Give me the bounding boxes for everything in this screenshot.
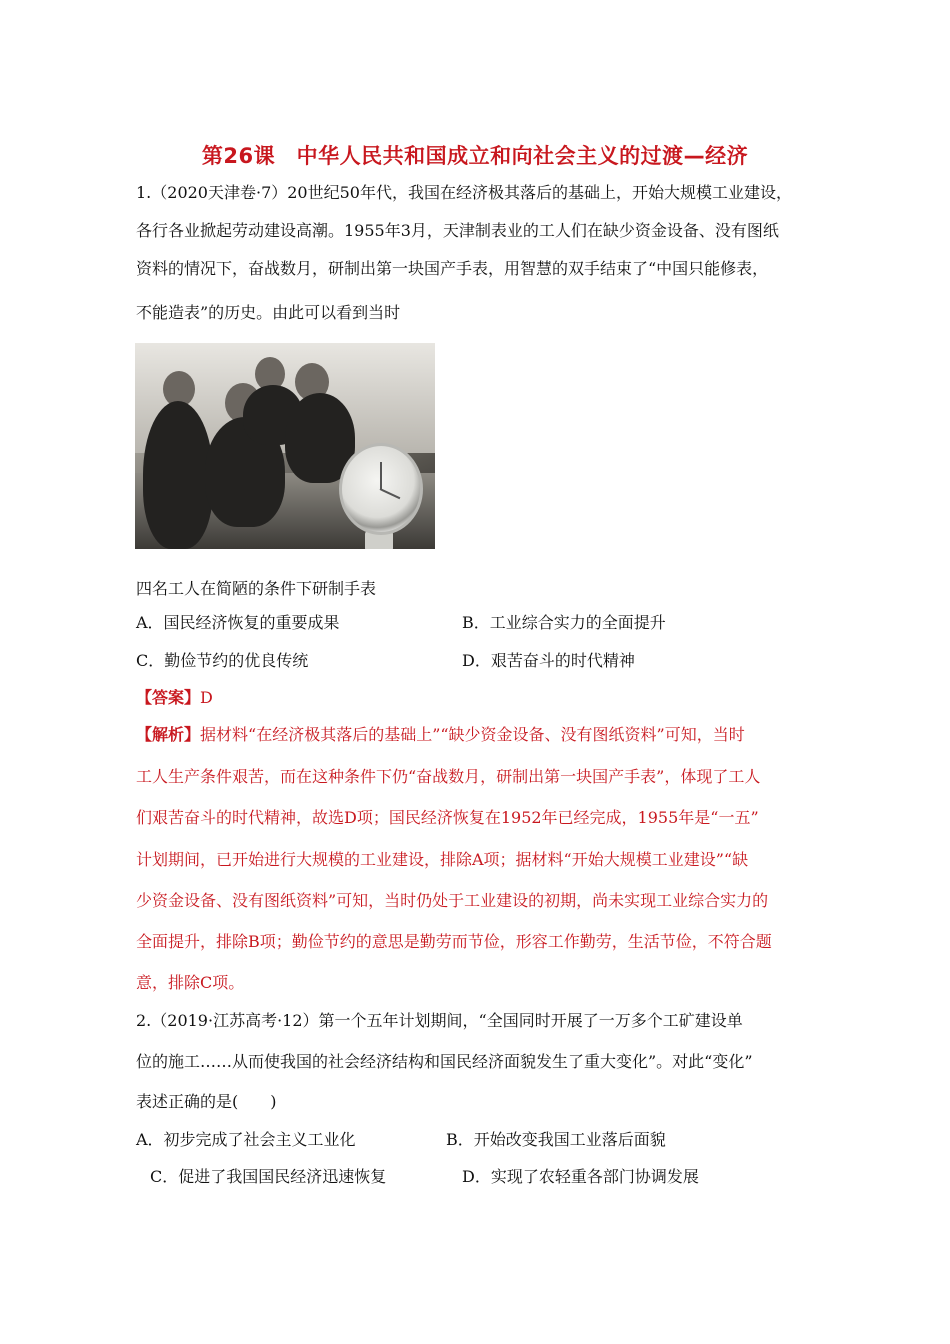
analysis-line-2: 工人生产条件艰苦，而在这种条件下仍“奋战数月，研制出第一块国产手表”，体现了工人 <box>136 767 761 786</box>
question-2-option-b: B．开始改变我国工业落后面貌 <box>446 1130 666 1149</box>
question-2-line-2: 位的施工……从而使我国的社会经济结构和国民经济面貌发生了重大变化”。对此“变化” <box>136 1052 753 1071</box>
workers-watch-photo <box>135 343 435 549</box>
answer-line <box>136 685 213 708</box>
analysis-line-5: 少资金设备、没有图纸资料”可知，当时仍处于工业建设的初期，尚未实现工业综合实力的 <box>136 891 769 910</box>
question-1-line-1: 1.（2020天津卷·7）20世纪50年代，我国在经济极其落后的基础上，开始大规模工业建设， <box>136 183 792 202</box>
question-1-option-c: C．勤俭节约的优良传统 <box>136 651 309 670</box>
question-1-option-a: A．国民经济恢复的重要成果 <box>136 613 340 632</box>
question-1-option-b: B．工业综合实力的全面提升 <box>462 613 666 632</box>
analysis-text-1: 据材料“在经济极其落后的基础上”“缺少资金设备、没有图纸资料”可知，当时 <box>200 725 745 744</box>
question-1-line-3: 资料的情况下，奋战数月，研制出第一块国产手表，用智慧的双手结束了“中国只能修表， <box>136 259 769 278</box>
page-title: 第26课 中华人民共和国成立和向社会主义的过渡—经济 <box>201 144 749 168</box>
answer-value: D <box>200 688 213 707</box>
question-2-option-a: A．初步完成了社会主义工业化 <box>136 1130 356 1149</box>
question-1-option-d: D．艰苦奋斗的时代精神 <box>462 651 635 670</box>
analysis-line-4: 计划期间，已开始进行大规模的工业建设，排除A项；据材料“开始大规模工业建设”“缺 <box>136 850 749 869</box>
question-2-option-d: D．实现了农轻重各部门协调发展 <box>462 1167 699 1186</box>
photo-caption: 四名工人在简陋的条件下研制手表 <box>136 579 377 598</box>
analysis-line-3: 们艰苦奋斗的时代精神，故选D项；国民经济恢复在1952年已经完成，1955年是“一五” <box>136 808 759 827</box>
analysis-line-1 <box>136 722 745 745</box>
analysis-tag: 【解析】 <box>136 725 201 744</box>
question-2-option-c: C．促进了我国国民经济迅速恢复 <box>150 1167 387 1186</box>
question-1-line-4: 不能造表”的历史。由此可以看到当时 <box>136 303 401 322</box>
question-1-line-2: 各行各业掀起劳动建设高潮。1955年3月，天津制表业的工人们在缺少资金设备、没有图纸 <box>136 221 779 240</box>
analysis-line-6: 全面提升，排除B项；勤俭节约的意思是勤劳而节俭，形容工作勤劳，生活节俭，不符合题 <box>136 932 772 951</box>
answer-tag: 【答案】 <box>136 688 201 707</box>
wristwatch-image <box>339 443 423 535</box>
question-2-line-3: 表述正确的是( ) <box>136 1092 277 1111</box>
question-2-line-1: 2.（2019·江苏高考·12）第一个五年计划期间，“全国同时开展了一万多个工矿建设单 <box>136 1011 743 1030</box>
analysis-line-7: 意，排除C项。 <box>136 973 245 992</box>
